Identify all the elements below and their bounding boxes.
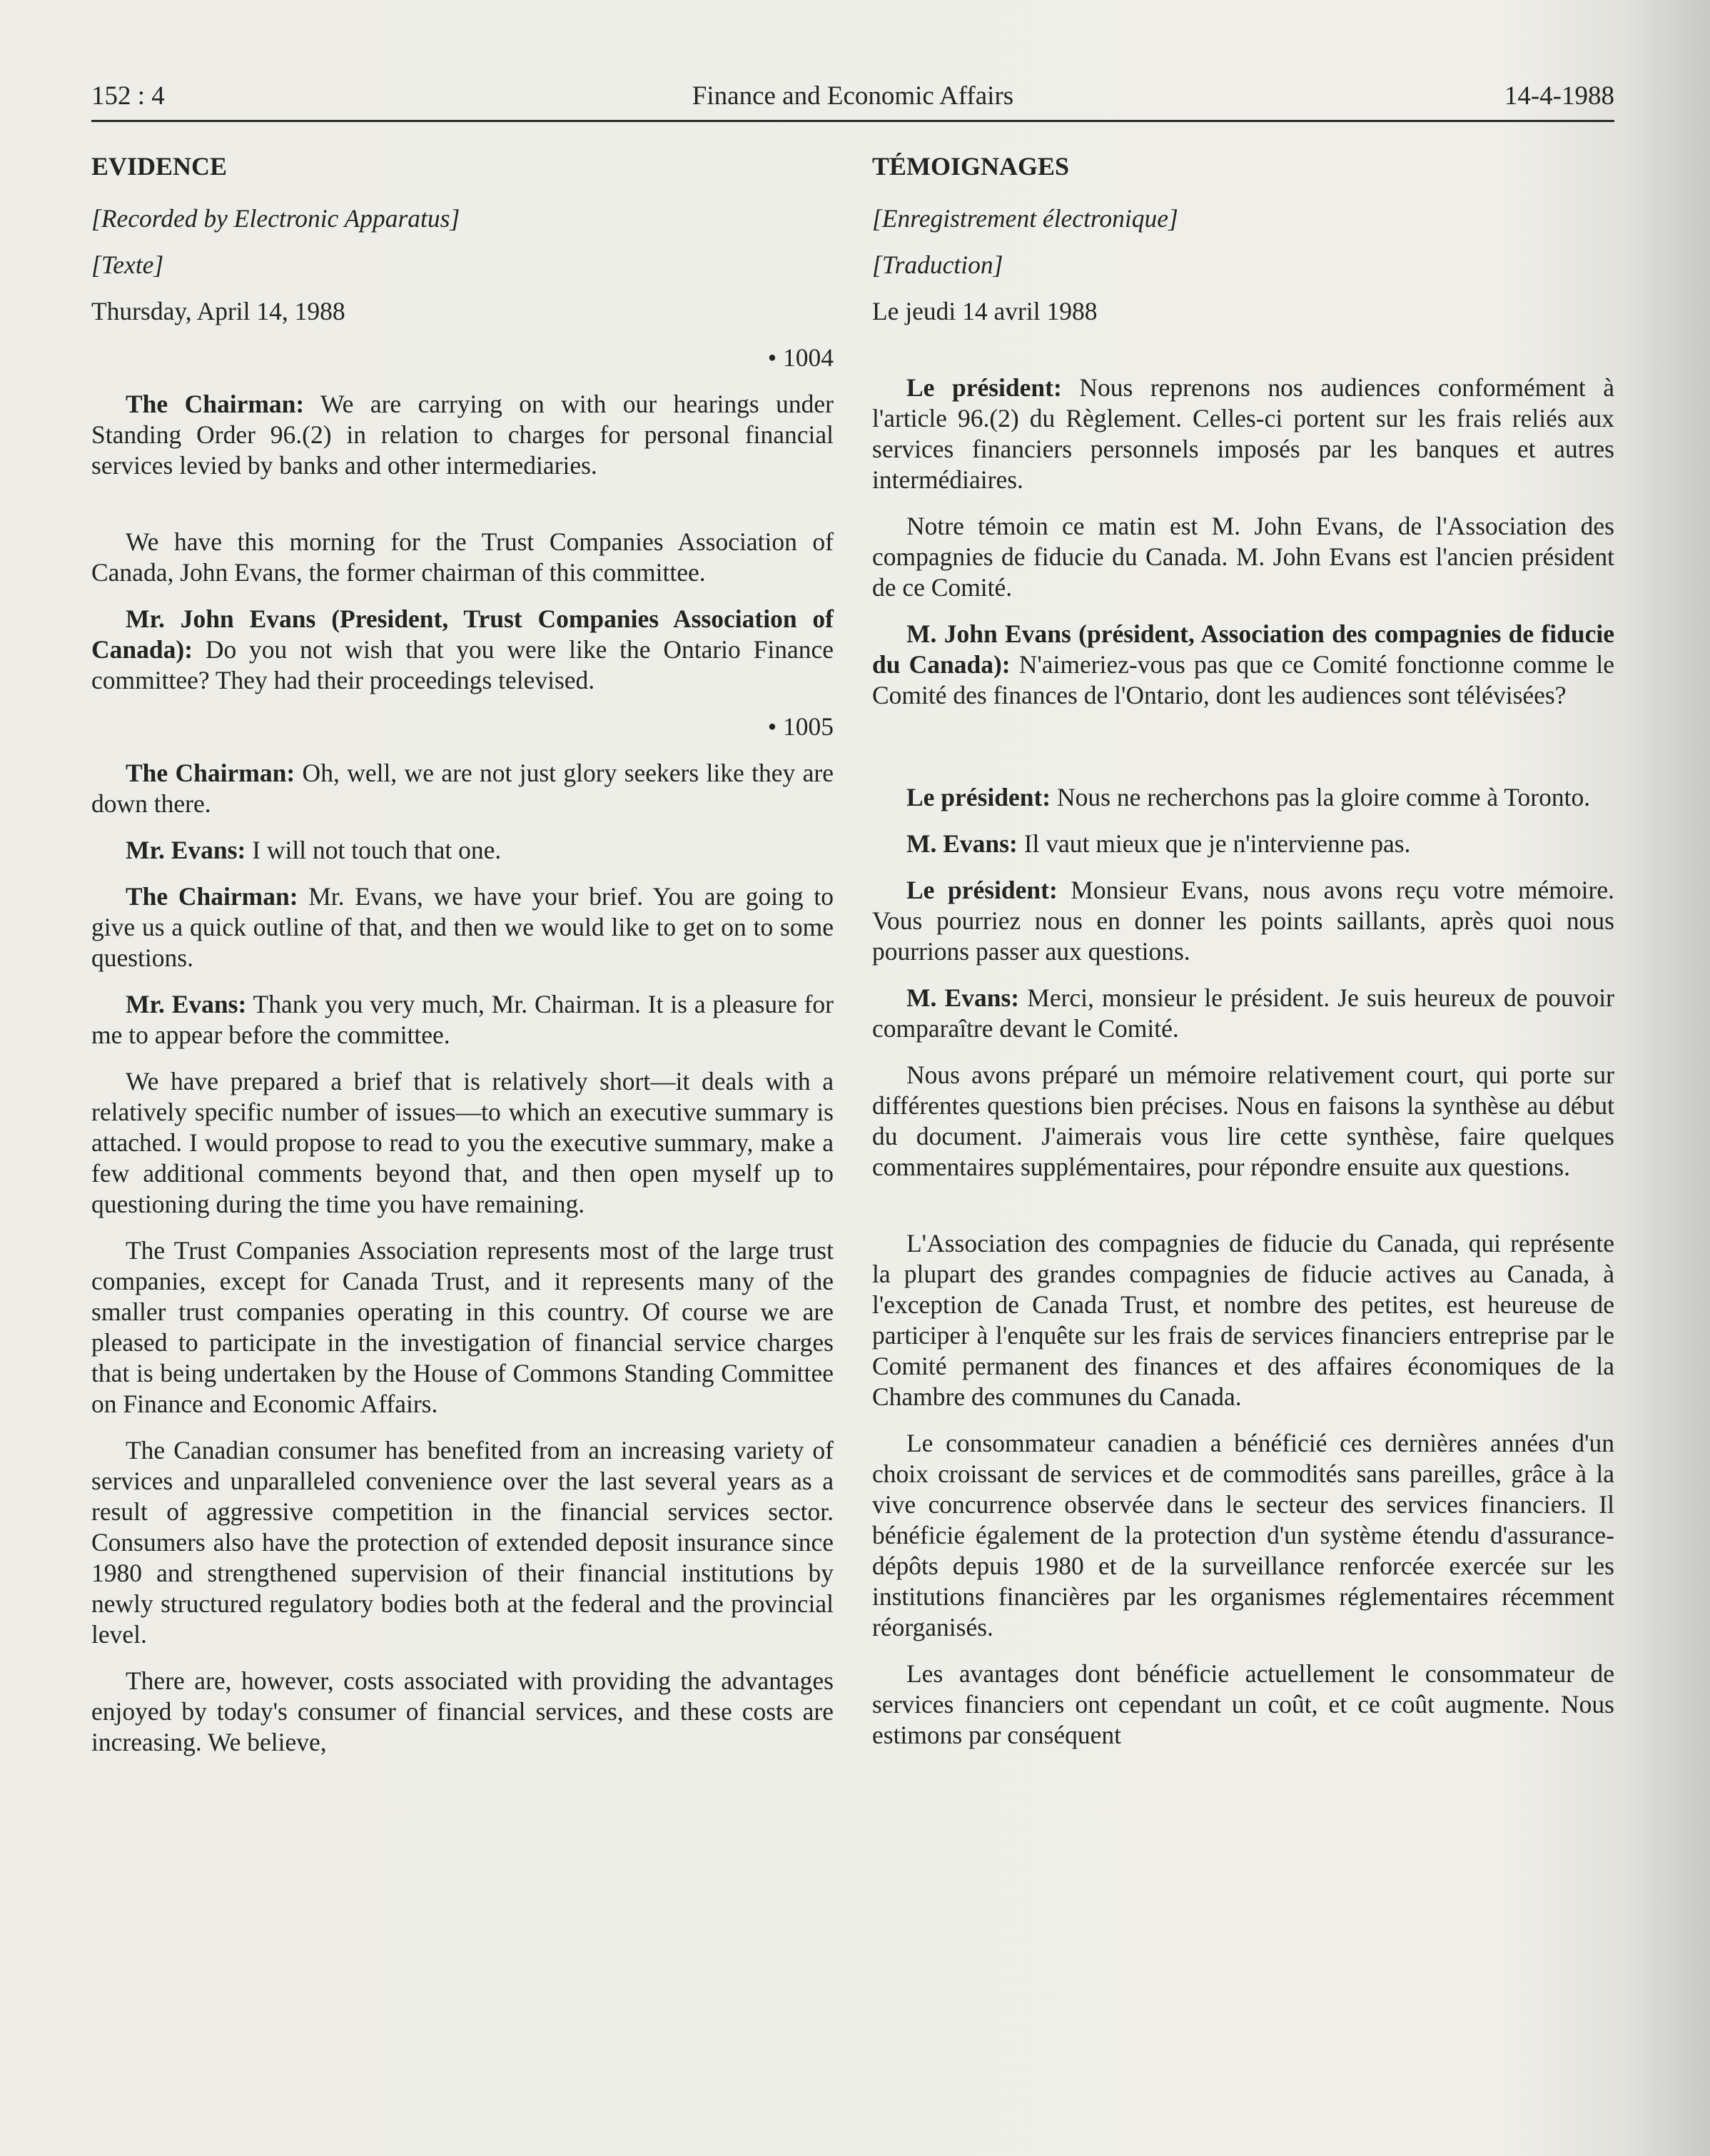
french-paragraph	[872, 1228, 1614, 1412]
speech-text: N'aimeriez-vous pas que ce Comité fonctionne comme le Comité des finances de l'Ontario, dont les audiences sont télévisées?	[872, 650, 1614, 709]
speech-text: Oh, well, we are not just glory seekers like they are down there.	[91, 759, 834, 818]
french-translation-label: [Traduction]	[872, 250, 1003, 279]
running-header	[91, 80, 1614, 122]
time-marker-1005: • 1005	[767, 712, 834, 741]
speech-text: Nous reprenons nos audiences conformément à l'article 96.(2) du Règlement. Celles-ci portent sur les frais reliés aux services financiers personnels imposés par les banques et autres intermédiaires.	[872, 373, 1614, 494]
english-paragraph	[91, 527, 834, 588]
speaker-name: Le président:	[906, 876, 1058, 904]
english-column	[91, 143, 834, 1773]
speech-text: Les avantages dont bénéficie actuellement le consommateur de services financiers ont cependant un coût, et ce coût augmente. Nous estimons par conséquent	[872, 1659, 1614, 1749]
speech-text: Nous ne recherchons pas la gloire comme à Toronto.	[1051, 783, 1591, 811]
french-paragraph	[872, 1659, 1614, 1751]
speaker-name: Mr. Evans:	[126, 990, 247, 1018]
english-paragraph	[91, 758, 834, 819]
french-heading: TÉMOIGNAGES	[872, 152, 1070, 181]
speech-text: There are, however, costs associated with providing the advantages enjoyed by today's consumer of financial services, and these costs are increasing. We believe,	[91, 1666, 834, 1756]
english-paragraph	[91, 1666, 834, 1758]
english-recorded-note: [Recorded by Electronic Apparatus]	[91, 204, 460, 233]
french-paragraph	[872, 619, 1614, 711]
time-marker-1004: • 1004	[767, 343, 834, 372]
speech-text: Il vaut mieux que je n'intervienne pas.	[1017, 829, 1411, 858]
speech-text: We have this morning for the Trust Companies Association of Canada, John Evans, the former chairman of this committee.	[91, 527, 834, 587]
header-date: 14-4-1988	[1504, 81, 1614, 111]
french-paragraph	[872, 875, 1614, 967]
french-paragraph	[872, 1428, 1614, 1643]
page-number: 152 : 4	[91, 81, 165, 111]
english-paragraph	[91, 389, 834, 481]
french-paragraph	[872, 782, 1614, 813]
speaker-name: M. John Evans (président, Association des compagnies de fiducie du Canada):	[872, 619, 1614, 679]
speaker-name: The Chairman:	[126, 759, 295, 787]
speech-text: Mr. Evans, we have your brief. You are going to give us a quick outline of that, and then we would like to get on to some questions.	[91, 882, 834, 972]
english-paragraph	[91, 881, 834, 973]
speaker-name: Le président:	[906, 373, 1062, 402]
english-date-line: Thursday, April 14, 1988	[91, 297, 345, 325]
french-paragraph	[872, 1060, 1614, 1183]
french-paragraph	[872, 373, 1614, 495]
header-title: Finance and Economic Affairs	[692, 81, 1014, 111]
english-text-label: [Texte]	[91, 250, 164, 279]
speech-text: Nous avons préparé un mémoire relativement court, qui porte sur différentes questions bien précises. Nous en faisons la synthèse au début du document. J'aimerais vous lire cette synthèse, faire quelques commentaires supplémentaires, pour répondre ensuite aux questions.	[872, 1061, 1614, 1181]
speech-text: We are carrying on with our hearings under Standing Order 96.(2) in relation to charges for personal financial services levied by banks and other intermediaries.	[91, 390, 834, 480]
english-paragraph	[91, 1235, 834, 1419]
french-date-line: Le jeudi 14 avril 1988	[872, 297, 1098, 325]
speech-text: Monsieur Evans, nous avons reçu votre mémoire. Vous pourriez nous en donner les points saillants, après quoi nous pourrions passer aux questions.	[872, 876, 1614, 966]
speaker-name: The Chairman:	[126, 882, 298, 911]
speaker-name: Mr. John Evans (President, Trust Companies Association of Canada):	[91, 604, 834, 664]
english-paragraph	[91, 835, 834, 866]
speech-text: The Trust Companies Association represents most of the large trust companies, except for Canada Trust, and it represents many of the smaller trust companies operating in this country. Of course we are pleased to participate in the investigation of financial service charges that is being undertaken by the House of Commons Standing Committee on Finance and Economic Affairs.	[91, 1236, 834, 1418]
speech-text: Thank you very much, Mr. Chairman. It is a pleasure for me to appear before the committee.	[91, 990, 834, 1049]
speech-text: Do you not wish that you were like the Ontario Finance committee? They had their proceedings televised.	[91, 635, 834, 694]
speech-text: L'Association des compagnies de fiducie du Canada, qui représente la plupart des grandes compagnies de fiducie actives au Canada, à l'exception de Canada Trust, et nombre des petites, est heureuse de participer à l'enquête sur les frais de services financiers entreprise par le Comité permanent des finances et des affaires économiques de la Chambre des communes du Canada.	[872, 1229, 1614, 1411]
speaker-name: M. Evans:	[906, 983, 1020, 1012]
speaker-name: Mr. Evans:	[126, 836, 246, 864]
french-paragraph	[872, 511, 1614, 603]
english-heading: EVIDENCE	[91, 152, 228, 181]
english-paragraph	[91, 1066, 834, 1220]
speech-text: Le consommateur canadien a bénéficié ces dernières années d'un choix croissant de services et de commodités sans pareilles, grâce à la vive concurrence observée dans le secteur des services financiers. Il bénéficie également de la protection d'un système étendu d'assurance-dépôts depuis 1980 et de la surveillance renforcée exercée sur les institutions financières par les organismes réglementaires récemment réorganisés.	[872, 1429, 1614, 1641]
speaker-name: M. Evans:	[906, 829, 1018, 858]
speaker-name: The Chairman:	[126, 390, 305, 418]
english-paragraph	[91, 989, 834, 1051]
french-paragraph	[872, 829, 1614, 859]
speech-text: The Canadian consumer has benefited from an increasing variety of services and unparalleled convenience over the last several years as a result of aggressive competition in the financial services sector. Consumers also have the protection of extended deposit insurance since 1980 and strengthened supervision of their financial institutions by newly structured regulatory bodies both at the federal and the provincial level.	[91, 1436, 834, 1649]
french-recorded-note: [Enregistrement électronique]	[872, 204, 1178, 233]
speaker-name: Le président:	[906, 783, 1051, 811]
english-paragraph	[91, 1435, 834, 1650]
speech-text: Merci, monsieur le président. Je suis heureux de pouvoir comparaître devant le Comité.	[872, 983, 1614, 1043]
speech-text: I will not touch that one.	[246, 836, 502, 864]
french-paragraph	[872, 983, 1614, 1044]
speech-text: Notre témoin ce matin est M. John Evans, de l'Association des compagnies de fiducie du Canada. M. John Evans est l'ancien président de ce Comité.	[872, 512, 1614, 602]
french-column	[872, 143, 1614, 1766]
speech-text: We have prepared a brief that is relatively short—it deals with a relatively specific number of issues—to which an executive summary is attached. I would propose to read to you the executive summary, make a few additional comments beyond that, and then open myself up to questioning during the time you have remaining.	[91, 1067, 834, 1218]
english-paragraph	[91, 604, 834, 696]
